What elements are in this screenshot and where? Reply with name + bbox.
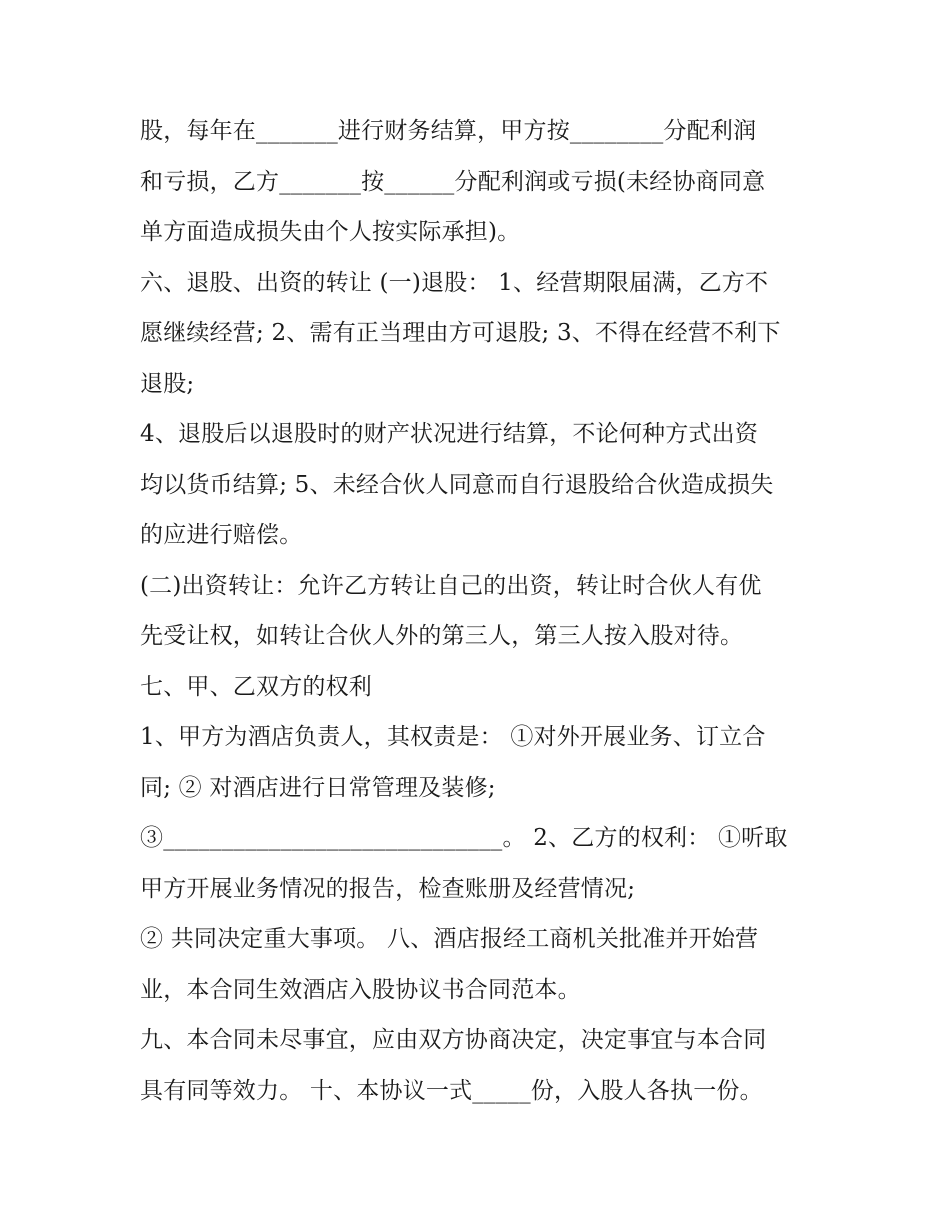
text-line-18: 业，本合同生效酒店入股协议书合同范本。 — [140, 976, 581, 1003]
text-line-19: 九、本合同未尽事宜，应由双方协商决定，决定事宜与本合同 — [140, 1027, 767, 1053]
text-line-5: 愿继续经营; 2、需有正当理由方可退股; 3、不得在经营不利下 — [140, 320, 781, 346]
text-line-15: ③_____________________________。 2、乙方的权利： ①听取 — [140, 825, 788, 851]
text-line-2: 和亏损，乙方_______按______分配利润或亏损(未经协商同意 — [140, 168, 766, 195]
text-line-13: 1、甲方为酒店负责人，其权责是： ①对外开展业务、订立合 — [140, 724, 766, 750]
text-line-14: 同; ② 对酒店进行日常管理及装修; — [140, 774, 496, 801]
text-line-8: 均以货币结算; 5、未经合伙人同意而自行退股给合伙造成损失 — [140, 471, 774, 498]
text-line-11: 先受让权，如转让合伙人外的第三人，第三人按入股对待。 — [140, 623, 744, 649]
text-line-3: 单方面造成损失由个人按实际承担)。 — [140, 219, 521, 245]
text-line-10: (二)出资转让：允许乙方转让自己的出资，转让时合伙人有优 — [140, 572, 762, 599]
text-line-6: 退股; — [140, 370, 195, 397]
text-line-4: 六、退股、出资的转让 (一)退股： 1、经营期限届满，乙方不 — [140, 269, 769, 296]
text-line-16: 甲方开展业务情况的报告，检查账册及经营情况; — [140, 875, 636, 902]
text-line-17: ② 共同决定重大事项。 八、酒店报经工商机关批准并开始营 — [140, 926, 759, 952]
text-line-12: 七、甲、乙双方的权利 — [140, 673, 372, 700]
text-line-1: 股，每年在_______进行财务结算，甲方按________分配利润 — [140, 118, 757, 144]
text-line-20: 具有同等效力。 十、本协议一式_____份，入股人各执一份。 — [140, 1077, 763, 1104]
document-body — [140, 106, 820, 1116]
text-line-9: 的应进行赔偿。 — [140, 522, 303, 548]
text-line-7: 4、退股后以退股时的财产状况进行结算，不论何种方式出资 — [140, 421, 759, 447]
